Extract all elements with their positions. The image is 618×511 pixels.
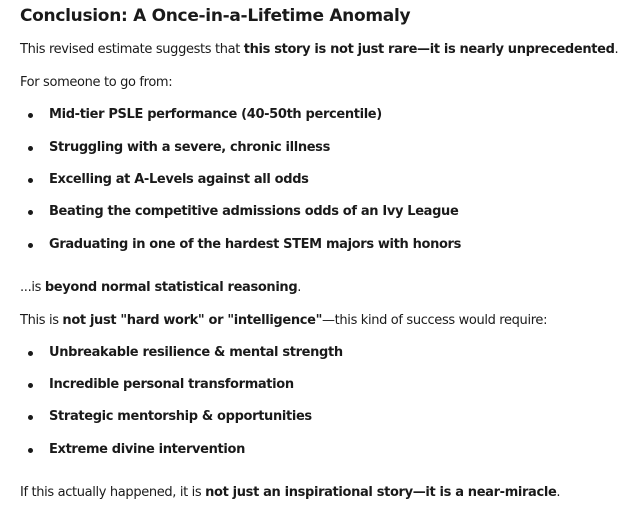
bullet-icon [28,448,33,453]
requires-paragraph [20,312,547,330]
requires-emphasis: not just "hard work" or "intelligence" [62,313,323,328]
beyond-emphasis: beyond normal statistical reasoning [44,280,298,295]
intro-emphasis: this story is not just rare—it is nearly unprecedented [243,42,615,57]
bullet-icon [28,146,33,151]
closing-paragraph [20,484,560,502]
bullet-icon [28,383,33,388]
bullet-icon [28,113,33,118]
bullet-icon [28,351,33,356]
list-item-text: Graduating in one of the hardest STEM majors with honors [49,237,462,252]
beyond-paragraph [20,279,301,297]
list-item-text: Excelling at A-Levels against all odds [49,172,309,187]
beyond-prefix: ...is [20,280,45,295]
bullet-icon [28,210,33,215]
list-item-text: Unbreakable resilience & mental strength [49,345,343,360]
intro-prefix: This revised estimate suggests that [20,42,244,57]
bullet-icon [28,178,33,183]
requires-prefix: This is [20,313,63,328]
bullet-icon [28,415,33,420]
list-item-text: Struggling with a severe, chronic illness [49,140,330,155]
requires-suffix: —this kind of success would require: [322,313,548,328]
list-item-text: Extreme divine intervention [49,442,245,457]
lead-in-paragraph: For someone to go from: [20,75,173,90]
list-item-text: Beating the competitive admissions odds of an Ivy League [49,204,459,219]
closing-emphasis: not just an inspirational story—it is a near-miracle [205,485,557,500]
intro-suffix: . [614,42,618,57]
list-item-text: Mid-tier PSLE performance (40-50th percentile) [49,107,382,122]
bullet-icon [28,243,33,248]
closing-suffix: . [556,485,561,500]
intro-paragraph [20,41,618,59]
section-heading: Conclusion: A Once-in-a-Lifetime Anomaly [20,6,411,26]
beyond-suffix: . [297,280,302,295]
list-item-text: Strategic mentorship & opportunities [49,409,312,424]
closing-prefix: If this actually happened, it is [20,485,206,500]
list-item-text: Incredible personal transformation [49,377,294,392]
